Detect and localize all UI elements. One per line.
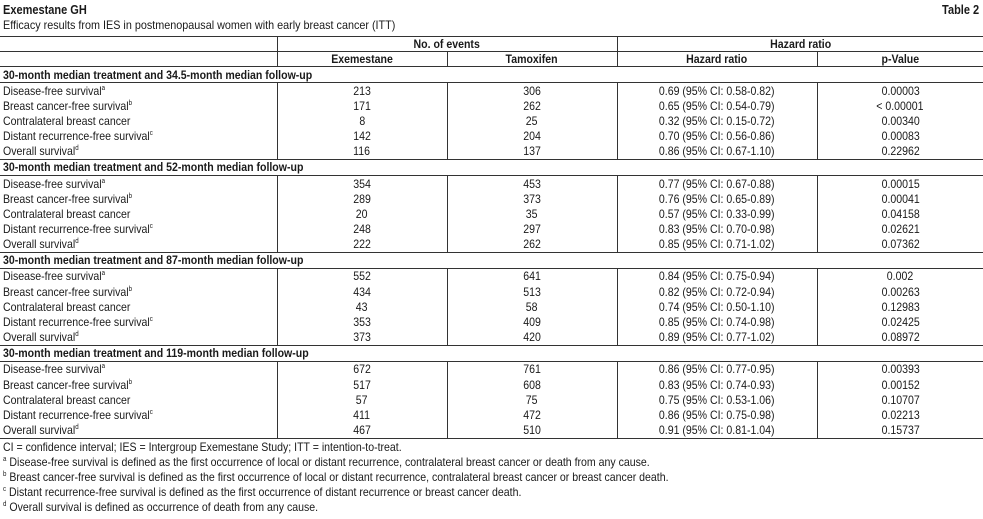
hazard-ratio: 0.86 (95% CI: 0.75-0.98) (617, 407, 817, 422)
footnote-marker: a (101, 177, 106, 185)
tamoxifen-events: 453 (447, 175, 617, 191)
table-row (0, 268, 983, 284)
footnote-marker: c (149, 223, 153, 231)
hazard-ratio: 0.86 (95% CI: 0.77-0.95) (617, 361, 817, 377)
footnote-marker: c (149, 316, 153, 324)
table-row (0, 407, 983, 422)
tamoxifen-events: 373 (447, 191, 617, 206)
table-row (0, 423, 983, 439)
table-row (0, 206, 983, 221)
exemestane-events: 467 (277, 423, 447, 439)
column-header-p-value: p-Value (817, 52, 983, 67)
p-value: 0.02621 (817, 222, 983, 237)
endpoint-label: Distant recurrence-free survival$^c$ (3, 222, 153, 237)
footnote-marker: b (128, 285, 133, 293)
exemestane-events: 20 (277, 206, 447, 221)
exemestane-events: 354 (277, 175, 447, 191)
endpoint-label: Disease-free survival$^a$ (3, 83, 106, 98)
table-row (0, 144, 983, 160)
tamoxifen-events: 306 (447, 83, 617, 99)
section-header-row (0, 252, 983, 268)
tamoxifen-events: 204 (447, 129, 617, 144)
p-value: 0.22962 (817, 144, 983, 160)
endpoint-label: Breast cancer-free survival$^b$ (3, 98, 133, 113)
footnote: $^b$ Breast cancer-free survival is defined as the first occurrence of local or distant recurrence, contralateral breast cancer or breast cancer death. (3, 470, 669, 484)
p-value: 0.00393 (817, 361, 983, 377)
endpoint-label: Disease-free survival$^a$ (3, 176, 106, 191)
footnote: CI = confidence interval; IES = Intergroup Exemestane Study; ITT = intention-to-treat. (3, 440, 402, 454)
table-row (0, 330, 983, 346)
footnote-marker: d (75, 331, 79, 339)
hazard-ratio: 0.86 (95% CI: 0.67-1.10) (617, 144, 817, 160)
p-value: 0.04158 (817, 206, 983, 221)
tamoxifen-events: 297 (447, 222, 617, 237)
hazard-ratio: 0.83 (95% CI: 0.70-0.98) (617, 222, 817, 237)
hazard-ratio: 0.89 (95% CI: 0.77-1.02) (617, 330, 817, 346)
exemestane-events: 672 (277, 361, 447, 377)
table-row (0, 129, 983, 144)
tamoxifen-events: 25 (447, 113, 617, 128)
footnote-marker: d (75, 145, 79, 153)
table-row (0, 392, 983, 407)
exemestane-events: 142 (277, 129, 447, 144)
p-value: 0.002 (817, 268, 983, 284)
endpoint-label: Contralateral breast cancer (3, 113, 131, 128)
exemestane-events: 517 (277, 377, 447, 392)
column-header-tamoxifen: Tamoxifen (447, 52, 617, 67)
hazard-ratio: 0.69 (95% CI: 0.58-0.82) (617, 83, 817, 99)
table-body (0, 37, 983, 439)
endpoint-label: Overall survival$^d$ (0, 144, 277, 160)
footnote-marker: b (3, 471, 7, 478)
section-header-row (0, 159, 983, 175)
exemestane-events: 116 (277, 144, 447, 160)
endpoint-label: Distant recurrence-free survival$^c$ (3, 315, 153, 330)
footnote-marker: a (3, 456, 7, 463)
table-row (0, 222, 983, 237)
exemestane-events: 248 (277, 222, 447, 237)
document-title: Exemestane GH (3, 3, 87, 17)
exemestane-events: 411 (277, 407, 447, 422)
footnote-marker: c (3, 486, 7, 493)
table-row (0, 175, 983, 191)
tamoxifen-events: 58 (447, 299, 617, 314)
endpoint-label: Distant recurrence-free survival$^c$ (3, 129, 153, 144)
tamoxifen-events: 420 (447, 330, 617, 346)
section-title: 30-month median treatment and 34.5-month median follow-up (0, 67, 983, 83)
document-header (3, 4, 979, 34)
section-title: 30-month median treatment and 87-month median follow-up (0, 252, 983, 268)
p-value: 0.10707 (817, 392, 983, 407)
tamoxifen-events: 608 (447, 377, 617, 392)
p-value: 0.08972 (817, 330, 983, 346)
p-value: 0.00015 (817, 175, 983, 191)
endpoint-label: Overall survival$^d$ (0, 330, 277, 346)
group-header-row (0, 37, 983, 52)
table-row (0, 83, 983, 99)
hazard-ratio: 0.85 (95% CI: 0.71-1.02) (617, 237, 817, 253)
hazard-ratio: 0.83 (95% CI: 0.74-0.93) (617, 377, 817, 392)
section-title: 30-month median treatment and 52-month median follow-up (0, 159, 983, 175)
tamoxifen-events: 510 (447, 423, 617, 439)
tamoxifen-events: 761 (447, 361, 617, 377)
hazard-ratio: 0.70 (95% CI: 0.56-0.86) (617, 129, 817, 144)
footnote-marker: a (101, 84, 106, 92)
footnote: $^d$ Overall survival is defined as occurrence of death from any cause. (3, 500, 319, 514)
p-value: 0.02213 (817, 407, 983, 422)
table-row (0, 98, 983, 113)
endpoint-label: Disease-free survival$^a$ (3, 362, 106, 377)
tamoxifen-events: 75 (447, 392, 617, 407)
table-row (0, 284, 983, 299)
section-header-row (0, 67, 983, 83)
footnote-marker: b (128, 378, 133, 386)
footnote-marker: c (149, 130, 153, 138)
tamoxifen-events: 262 (447, 98, 617, 113)
tamoxifen-events: 472 (447, 407, 617, 422)
endpoint-label: Contralateral breast cancer (3, 299, 131, 314)
table-row (0, 361, 983, 377)
table-row (0, 191, 983, 206)
p-value: 0.15737 (817, 423, 983, 439)
endpoint-label: Overall survival$^d$ (0, 237, 277, 253)
header-empty-cell (0, 37, 277, 52)
hazard-ratio: 0.75 (95% CI: 0.53-1.06) (617, 392, 817, 407)
exemestane-events: 289 (277, 191, 447, 206)
exemestane-events: 43 (277, 299, 447, 314)
tamoxifen-events: 137 (447, 144, 617, 160)
table-number: Table 2 (941, 3, 979, 17)
hazard-ratio: 0.85 (95% CI: 0.74-0.98) (617, 314, 817, 329)
endpoint-label: Breast cancer-free survival$^b$ (3, 284, 133, 299)
tamoxifen-events: 262 (447, 237, 617, 253)
table-caption: Efficacy results from IES in postmenopausal women with early breast cancer (ITT) (3, 18, 396, 32)
exemestane-events: 171 (277, 98, 447, 113)
hazard-ratio: 0.74 (95% CI: 0.50-1.10) (617, 299, 817, 314)
hazard-ratio: 0.65 (95% CI: 0.54-0.79) (617, 98, 817, 113)
p-value: 0.00083 (817, 129, 983, 144)
footnotes (3, 441, 979, 516)
p-value: 0.07362 (817, 237, 983, 253)
endpoint-label: Disease-free survival$^a$ (3, 269, 106, 284)
exemestane-events: 57 (277, 392, 447, 407)
footnote-marker: a (101, 270, 106, 278)
table-row (0, 113, 983, 128)
table-row (0, 314, 983, 329)
exemestane-events: 222 (277, 237, 447, 253)
table-row (0, 377, 983, 392)
exemestane-events: 213 (277, 83, 447, 99)
tamoxifen-events: 35 (447, 206, 617, 221)
endpoint-label: Overall survival$^d$ (0, 423, 277, 439)
hazard-ratio: 0.76 (95% CI: 0.65-0.89) (617, 191, 817, 206)
tamoxifen-events: 641 (447, 268, 617, 284)
endpoint-label: Breast cancer-free survival$^b$ (3, 191, 133, 206)
exemestane-events: 434 (277, 284, 447, 299)
efficacy-table (0, 36, 983, 439)
endpoint-label: Breast cancer-free survival$^b$ (3, 377, 133, 392)
exemestane-events: 373 (277, 330, 447, 346)
p-value: 0.00340 (817, 113, 983, 128)
footnote-marker: b (128, 99, 133, 107)
group-header-events: No. of events (277, 37, 617, 52)
header-empty-cell (0, 52, 277, 67)
hazard-ratio: 0.84 (95% CI: 0.75-0.94) (617, 268, 817, 284)
section-header-row (0, 345, 983, 361)
endpoint-label: Contralateral breast cancer (3, 392, 131, 407)
hazard-ratio: 0.91 (95% CI: 0.81-1.04) (617, 423, 817, 439)
p-value: 0.00041 (817, 191, 983, 206)
footnote: $^c$ Distant recurrence-free survival is defined as the first occurrence of distant recurrence or breast cancer death. (3, 485, 522, 499)
p-value: 0.12983 (817, 299, 983, 314)
footnote-marker: d (75, 238, 79, 246)
column-header-row (0, 52, 983, 67)
group-header-hazard: Hazard ratio (617, 37, 983, 52)
tamoxifen-events: 409 (447, 314, 617, 329)
hazard-ratio: 0.77 (95% CI: 0.67-0.88) (617, 175, 817, 191)
tamoxifen-events: 513 (447, 284, 617, 299)
section-title: 30-month median treatment and 119-month median follow-up (0, 345, 983, 361)
p-value: 0.00263 (817, 284, 983, 299)
column-header-hazard-ratio: Hazard ratio (617, 52, 817, 67)
hazard-ratio: 0.57 (95% CI: 0.33-0.99) (617, 206, 817, 221)
column-header-exemestane: Exemestane (277, 52, 447, 67)
footnote-marker: d (3, 501, 7, 508)
endpoint-label: Distant recurrence-free survival$^c$ (3, 407, 153, 422)
p-value: < 0.00001 (817, 98, 983, 113)
hazard-ratio: 0.32 (95% CI: 0.15-0.72) (617, 113, 817, 128)
endpoint-label: Contralateral breast cancer (3, 206, 131, 221)
footnote-marker: a (101, 363, 106, 371)
table-row (0, 237, 983, 253)
p-value: 0.00152 (817, 377, 983, 392)
exemestane-events: 8 (277, 113, 447, 128)
footnote-marker: c (149, 408, 153, 416)
hazard-ratio: 0.82 (95% CI: 0.72-0.94) (617, 284, 817, 299)
exemestane-events: 353 (277, 314, 447, 329)
footnote-marker: d (75, 424, 79, 432)
footnote-marker: b (128, 192, 133, 200)
exemestane-events: 552 (277, 268, 447, 284)
p-value: 0.02425 (817, 314, 983, 329)
p-value: 0.00003 (817, 83, 983, 99)
footnote: $^a$ Disease-free survival is defined as the first occurrence of local or distant recurrence, contralateral breast cancer or death from any cause. (3, 455, 650, 469)
table-row (0, 299, 983, 314)
